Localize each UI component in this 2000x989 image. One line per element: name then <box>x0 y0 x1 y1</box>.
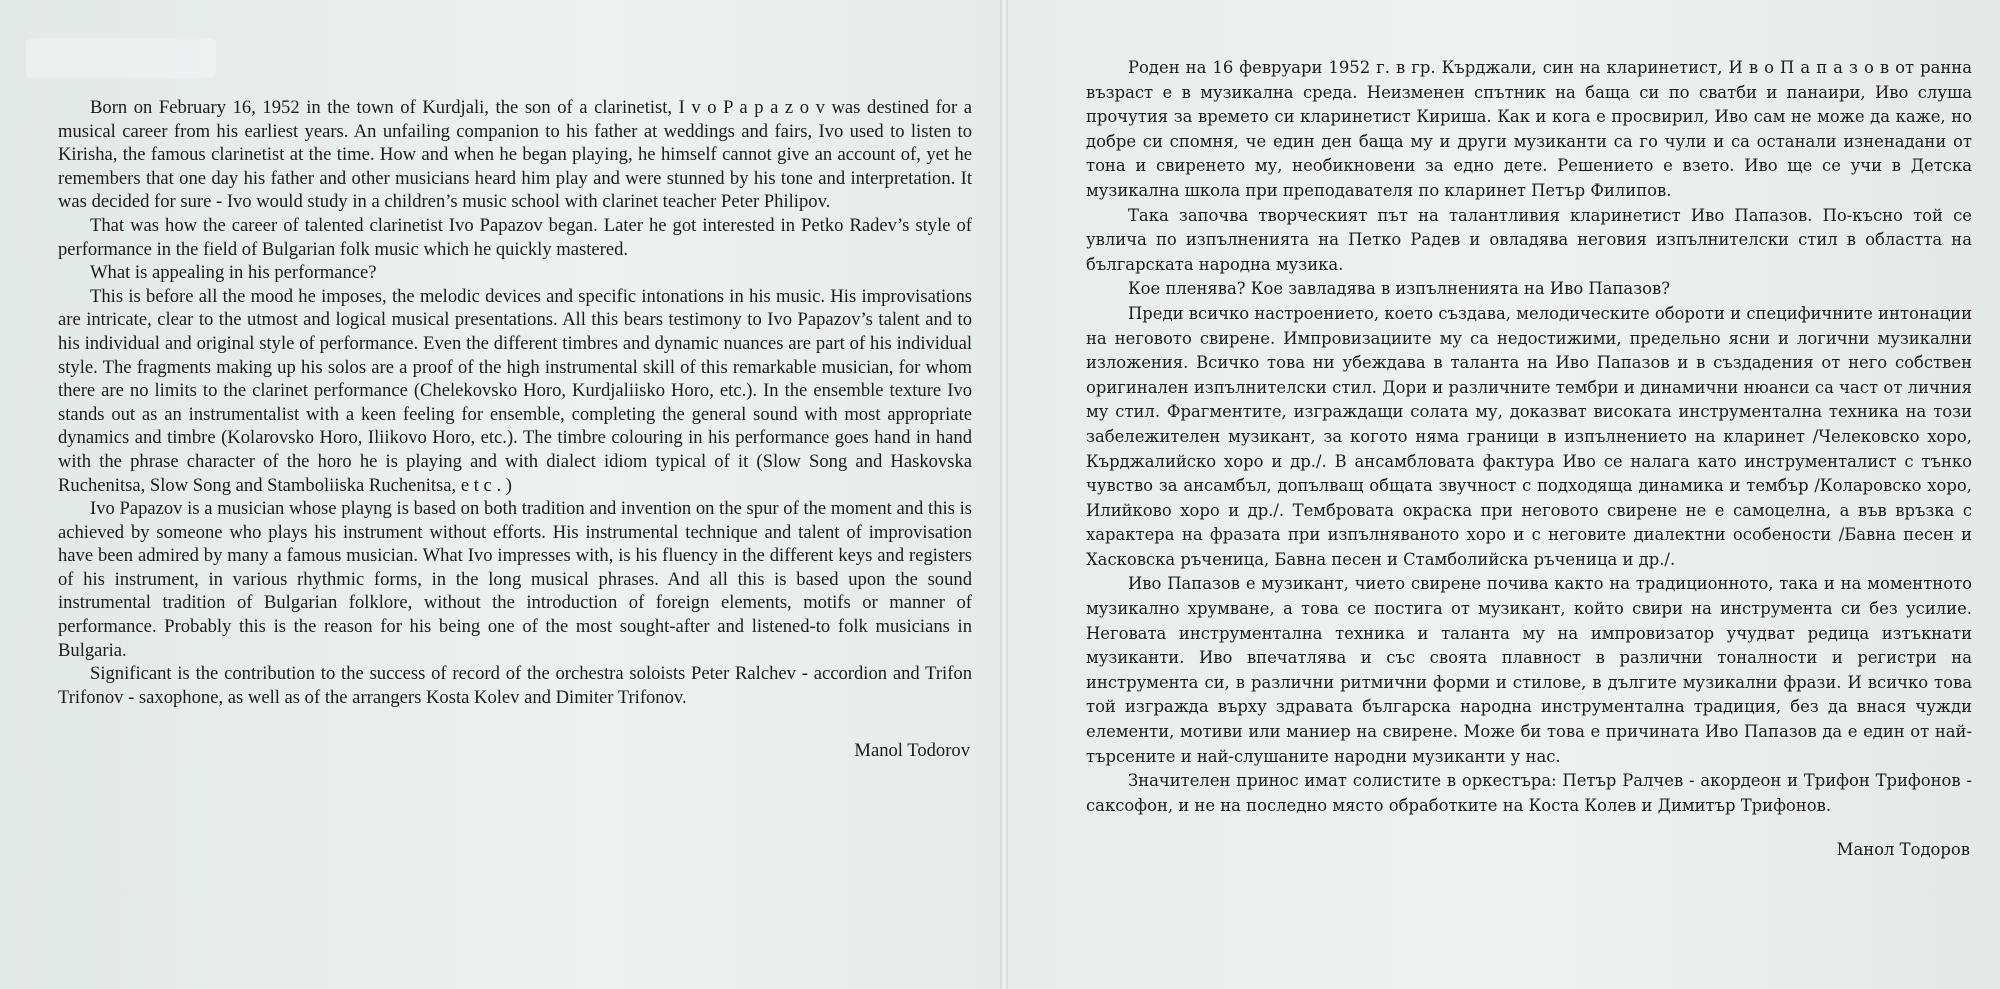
page-gutter <box>1000 0 1008 989</box>
english-paragraph-1: Born on February 16, 1952 in the town of Kurdjali, the son of a clarinetist, I v o P a p a z o v was destined for a musical career from his earliest years. An unfailing companion to his father at weddings and fairs, Ivo used to listen to Kirisha, the famous clarinetist at the time. How and when he began playing, he himself cannot give an account of, yet he remembers that one day his father and other musicians heard him play and were stunned by his tone and interpretation. It was decided for sure - Ivo would study in a children’s music school with clarinet teacher Peter Philipov. <box>58 97 972 213</box>
bulgarian-paragraph-4: Преди всичко настроението, което създава, мелодическите обороти и специфичните интонации на неговото свирене. Импровизациите му са недостижими, предельно ясни и логични музикални изложения. Всичко това ни убеждава в таланта на Иво Папазов и в създадения от него собствен оригинален изпълнителски стил. Дори и различните тембри и динамични нюанси са част от личния му стил. Фрагментите, изграждащи солата му, доказват високата инструментална техника на този забележителен музикант, за когото няма граници в изпълнението на кларинет /Челековско хоро, Кърджалийско хоро и др./. В ансамбловата фактура Иво се налага като инструменталист с тънко чувство за ансамбъл, допълващ общата звучност с подходяща динамика и тембър /Коларовско хоро, Илийково хоро и др./. Темброватa окраска при неговото свирене не е самоцелна, а във връзка с характера на фразата при изпълняваното хоро и с неговите диалектни особености /Бавна песен и Хасковска ръченица, Бавна песен и Стамболийска ръченица и др./. <box>1086 303 1972 569</box>
bulgarian-page <box>1008 0 2000 989</box>
english-paragraph-4: This is before all the mood he imposes, the melodic devices and specific intonations in his music. His improvisations are intricate, clear to the utmost and logical musical presentations. All this bears testimony to Ivo Papazov’s talent and to his individual and original style of performance. Even the different timbres and dynamic nuances are part of his individual style. The fragments making up his solos are a proof of the high instrumental skill of this remarkable musician, for whom there are no limits to the clarinet performance (Chelekovsko Horo, Kurdjaliisko Horo, etc.). In the ensemble texture Ivo stands out as an instrumentalist with a keen feeling for ensemble, completing the general sound with most appropriate dynamics and timbre (Kolarovsko Horo, Iliikovo Horo, etc.). The timbre colouring in his performance goes hand in hand with the phrase character of the horo he is playing and with dialect idiom typical of it (Slow Song and Haskovska Ruchenitsa, Slow Song and Stamboliiska Ruchenitsa, e t c . ) <box>58 285 972 496</box>
bulgarian-paragraph-5: Иво Папазов е музикант, чието свирене почива както на традиционното, така и на моментното музикално хрумване, а това се постига от музикант, който свири на инструмента си без усилие. Неговата инструментална техника и таланта му на импровизатор учудват редица изтъкнати музиканти. Иво впечатлява и със своята плавност в различни тоналности и регистри на инструмента си, в различни ритмични форми и стилове, в дългите музикални фрази. И всичко това той изгражда върху здравата българска народна инструментална традиция, без да внася чужди елементи, мотиви или маниер на свирене. Може би това е причината Иво Папазов да е един от най-търсените и най-слушаните народни музиканти у нас. <box>1086 574 1972 766</box>
bulgarian-paragraph-3: Кое пленява? Кое завладява в изпълненията на Иво Папазов? <box>1128 279 1671 299</box>
bulgarian-paragraph-2: Така започва творческият път на талантливия кларинетист Иво Папазов. По-късно той се увлича по изпълненията на Петко Радев и овладява неговия изпълнителски стил в областта на българската народна музика. <box>1086 205 1972 274</box>
english-paragraph-5: Ivo Papazov is a musician whose playng is based on both tradition and invention on the spur of the moment and this is achieved by someone who plays his instrument without efforts. His instrumental technique and talent of improvisation have been admired by many a famous musician. What Ivo impresses with, is his fluency in the different keys and registers of his instrument, in various rhythmic forms, in the long musical phrases. And all this is based upon the sound instrumental tradition of Bulgarian folklore, without the introduction of foreign elements, motifs or manner of performance. Probably this is the reason for his being one of the most sought-after and listened-to folk musicians in Bulgaria. <box>58 498 972 661</box>
english-paragraph-3: What is appealing in his performance? <box>90 262 377 284</box>
bulgarian-paragraph-1: Роден на 16 февруари 1952 г. в гр. Кърджали, син на кларинетист, И в о П а п а з о в от ранна възраст е в музикална среда. Неизменен спътник на баща си по сватби и панаири, Иво слуша прочутия за времето си кларинетист Кириша. Как и кога е просвирил, Иво сам не може да каже, но добре си спомня, че един ден баща му и други музиканти са го чули и са останали изненадани от тона и свиренето му, необикновени за едно дете. Решението е взето. Иво ще се учи в Детска музикална школа при преподавателя по кларинет Петър Филипов. <box>1086 58 1972 200</box>
bulgarian-paragraph-6: Значителен принос имат солистите в оркестъра: Петър Ралчев - акордеон и Трифон Трифонов - саксофон, и не на последно място обработките на Коста Колев и Димитър Трифонов. <box>1086 771 1972 815</box>
english-paragraph-2: That was how the career of talented clarinetist Ivo Papazov began. Later he got interested in Petko Radev’s style of performance in the field of Bulgarian folk music which he quickly mastered. <box>58 214 972 260</box>
bulgarian-signature: Манол Тодоров <box>1836 840 1970 860</box>
english-paragraph-6: Significant is the contribution to the success of record of the orchestra soloists Peter Ralchev - accordion and Trifon Trifonov - saxophone, as well as of the arrangers Kosta Kolev and Dimiter Trifonov. <box>58 663 972 708</box>
faded-logo-mark <box>26 38 216 78</box>
english-signature: Manol Todorov <box>854 740 970 762</box>
